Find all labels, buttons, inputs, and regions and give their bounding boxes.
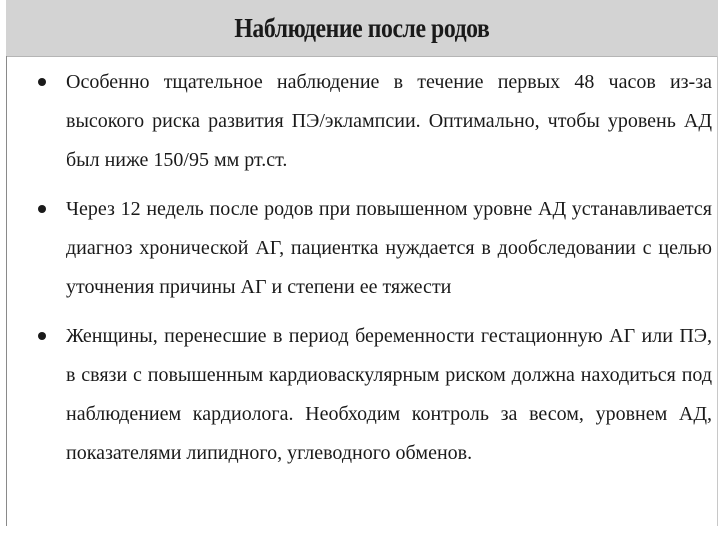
bullet-text: Женщины, перенесшие в период беременности гестационную АГ или ПЭ, в связи с повышенным кардиоваскулярным риском должна находиться под наблюдением кардиолога. Необходим контроль за весом, уровнем АД, показателями липидного, углеводного обменов.	[66, 325, 712, 464]
bullet-item-chronic-diagnosis	[38, 190, 712, 307]
bullet-dot-icon	[38, 332, 46, 340]
right-border-line	[717, 56, 718, 526]
bullet-dot-icon	[38, 78, 46, 86]
bullet-item-observation-48h	[38, 63, 712, 180]
bullet-list	[38, 63, 712, 483]
bullet-dot-icon	[38, 205, 46, 213]
slide-title: Наблюдение после родов	[234, 12, 490, 43]
bullet-text: Через 12 недель после родов при повышенном уровне АД устанавливается диагноз хронической АГ, пациентка нуждается в дообследовании с целью уточнения причины АГ и степени ее тяжести	[66, 198, 712, 298]
title-bar	[6, 0, 718, 57]
left-border-line	[6, 56, 7, 526]
bullet-text: Особенно тщательное наблюдение в течение первых 48 часов из-за высокого риска развития ПЭ/эклампсии. Оптимально, чтобы уровень АД был ниже 150/95 мм рт.ст.	[66, 71, 712, 171]
bullet-item-cardiologist-followup	[38, 317, 712, 473]
